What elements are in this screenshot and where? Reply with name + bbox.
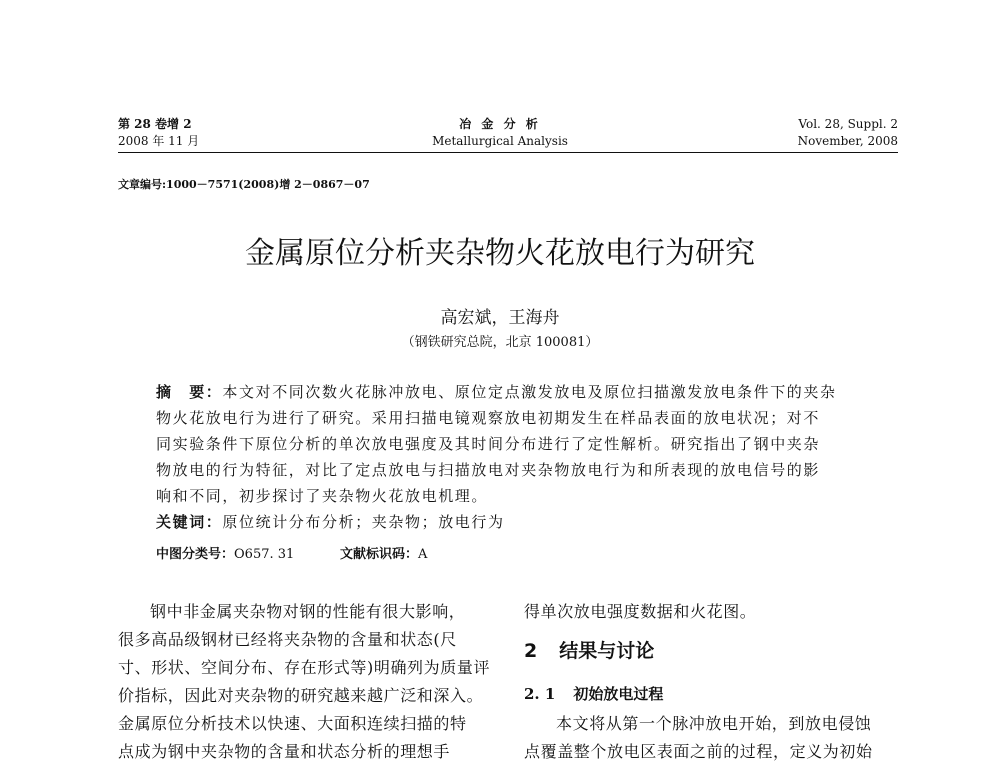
classification: [156, 543, 294, 562]
section-heading: [524, 636, 654, 663]
keywords: [156, 511, 505, 532]
abstract-text: 本文对不同次数火花脉冲放电、原位定点激发放电及原位扫描激发放电条件下的夹杂: [222, 383, 837, 401]
document-code: [340, 543, 427, 562]
section-title: 结果与讨论: [559, 640, 655, 662]
header-rule: [118, 152, 898, 153]
body-line: 本文将从第一个脉冲放电开始，到放电侵蚀: [556, 714, 872, 733]
header-volume: 第 28 卷增 2: [118, 117, 192, 131]
body-line: 很多高品级钢材已经将夹杂物的含量和状态(尺: [118, 630, 457, 649]
subsection-heading: [524, 683, 663, 704]
keywords-label: 关键词：: [156, 513, 223, 531]
paper-title: 金属原位分析夹杂物火花放电行为研究: [245, 236, 755, 271]
subsection-title: 初始放电过程: [573, 685, 664, 703]
body-line: 金属原位分析技术以快速、大面积连续扫描的特: [118, 714, 467, 733]
paper-affiliation: （钢铁研究总院，北京 100081）: [401, 335, 599, 350]
header-journal-en: Metallurgical Analysis: [432, 134, 568, 148]
article-id: 文章编号:1000－7571(2008)增 2－0867－07: [118, 178, 370, 191]
document-code-label: 文献标识码：: [340, 547, 419, 562]
section-number: 2: [524, 640, 538, 662]
header-date-en: November, 2008: [797, 134, 898, 148]
abstract-line: [156, 381, 837, 402]
classification-label: 中图分类号：: [156, 547, 235, 562]
body-line: 价指标，因此对夹杂物的研究越来越广泛和深入。: [118, 686, 484, 705]
abstract-line: 同实验条件下原位分析的单次放电强度及其时间分布进行了定性解析。研究指出了钢中夹杂: [156, 435, 821, 453]
header-volume-en: Vol. 28, Suppl. 2: [798, 117, 898, 131]
abstract-line: 响和不同，初步探讨了夹杂物火花放电机理。: [156, 487, 489, 505]
body-line: 得单次放电强度数据和火花图。: [524, 602, 757, 621]
abstract-label: 摘 要：: [156, 383, 223, 401]
keywords-text: 原位统计分布分析；夹杂物；放电行为: [222, 513, 505, 531]
abstract-line: 物放电的行为特征，对比了定点放电与扫描放电对夹杂物放电行为和所表现的放电信号的影: [156, 461, 821, 479]
body-line: 点覆盖整个放电区表面之前的过程，定义为初始: [524, 742, 873, 761]
subsection-number: 2. 1: [524, 685, 556, 703]
header-date: 2008 年 11 月: [118, 134, 200, 148]
body-line: 寸、形状、空间分布、存在形式等)明确列为质量评: [118, 658, 491, 677]
paper-authors: 高宏斌，王海舟: [440, 308, 560, 328]
abstract-line: 物火花放电行为进行了研究。采用扫描电镜观察放电初期发生在样品表面的放电状况；对不: [156, 409, 821, 427]
body-line: 点成为钢中夹杂物的含量和状态分析的理想手: [118, 742, 451, 761]
body-line: 钢中非金属夹杂物对钢的性能有很大影响，: [150, 602, 466, 621]
classification-code: O657. 31: [234, 547, 295, 562]
document-code-value: A: [418, 547, 428, 562]
header-journal-cn: 冶 金 分 析: [459, 117, 541, 131]
